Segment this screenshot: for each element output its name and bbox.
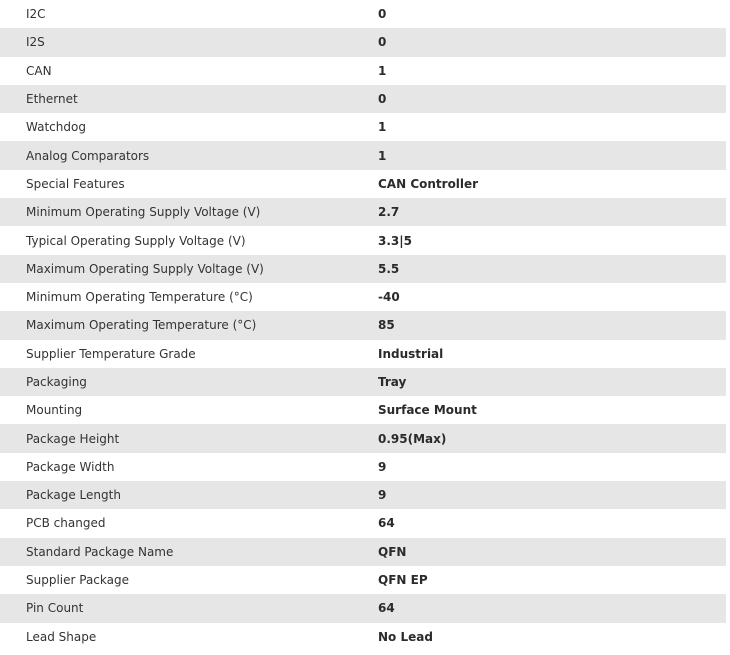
spec-value: 0: [378, 28, 726, 56]
spec-row-max-supply-voltage: [0, 255, 726, 283]
spec-label: Supplier Temperature Grade: [26, 346, 196, 361]
spec-value: 64: [378, 594, 726, 622]
spec-row-package-length: [0, 481, 726, 509]
spec-row-package-width: [0, 453, 726, 481]
spec-value: 9: [378, 481, 726, 509]
spec-value: Tray: [378, 368, 726, 396]
spec-row-package-height: [0, 424, 726, 452]
spec-row-special-features: [0, 170, 726, 198]
spec-row-min-operating-temperature: [0, 283, 726, 311]
spec-label: Maximum Operating Supply Voltage (V): [0, 255, 378, 283]
spec-value: 5.5: [378, 255, 726, 283]
spec-label: Supplier Package: [26, 573, 129, 588]
spec-label: Packaging: [0, 368, 378, 396]
spec-value: No Lead: [378, 629, 433, 644]
spec-label: Package Width: [26, 459, 115, 474]
spec-row-supplier-package: [0, 566, 726, 594]
spec-value: -40: [378, 290, 400, 305]
spec-row-supplier-temperature-grade: [0, 340, 726, 368]
spec-label: Pin Count: [0, 594, 378, 622]
spec-label: Minimum Operating Supply Voltage (V): [0, 198, 378, 226]
spec-value: QFN: [378, 538, 726, 566]
spec-value: 2.7: [378, 198, 726, 226]
spec-label: Package Height: [0, 424, 378, 452]
spec-label: I2S: [0, 28, 378, 56]
spec-label: I2C: [26, 7, 46, 22]
spec-label: Standard Package Name: [0, 538, 378, 566]
spec-label: Maximum Operating Temperature (°C): [0, 311, 378, 339]
spec-value: 3.3|5: [378, 233, 412, 248]
spec-row-packaging: [0, 368, 726, 396]
spec-value: 1: [378, 63, 387, 78]
spec-label: CAN: [26, 63, 52, 78]
spec-label: Ethernet: [0, 85, 378, 113]
spec-value: Industrial: [378, 346, 444, 361]
spec-row-i2c: [0, 0, 726, 28]
spec-row-can: [0, 57, 726, 85]
spec-row-i2s: [0, 28, 726, 56]
spec-label: PCB changed: [26, 516, 106, 531]
spec-value: Surface Mount: [378, 403, 477, 418]
spec-value: 0: [378, 85, 726, 113]
spec-label: Special Features: [26, 176, 125, 191]
spec-label: Mounting: [26, 403, 83, 418]
spec-value: 9: [378, 459, 387, 474]
spec-row-watchdog: [0, 113, 726, 141]
spec-row-pcb-changed: [0, 509, 726, 537]
spec-value: 1: [378, 120, 387, 135]
spec-value: 1: [378, 141, 726, 169]
spec-row-ethernet: [0, 85, 726, 113]
spec-label: Package Length: [0, 481, 378, 509]
spec-value: QFN EP: [378, 573, 428, 588]
spec-row-analog-comparators: [0, 141, 726, 169]
spec-row-standard-package-name: [0, 538, 726, 566]
spec-row-max-operating-temperature: [0, 311, 726, 339]
spec-label: Watchdog: [26, 120, 86, 135]
spec-value: 0: [378, 7, 387, 22]
spec-value: CAN Controller: [378, 176, 479, 191]
spec-label: Typical Operating Supply Voltage (V): [26, 233, 246, 248]
spec-value: 64: [378, 516, 395, 531]
spec-value: 0.95(Max): [378, 424, 726, 452]
spec-row-lead-shape: [0, 623, 726, 651]
spec-row-mounting: [0, 396, 726, 424]
spec-value: 85: [378, 311, 726, 339]
spec-row-typical-supply-voltage: [0, 226, 726, 254]
spec-label: Analog Comparators: [0, 141, 378, 169]
spec-label: Minimum Operating Temperature (°C): [26, 290, 253, 305]
spec-label: Lead Shape: [26, 629, 97, 644]
spec-row-pin-count: [0, 594, 726, 622]
spec-row-min-supply-voltage: [0, 198, 726, 226]
